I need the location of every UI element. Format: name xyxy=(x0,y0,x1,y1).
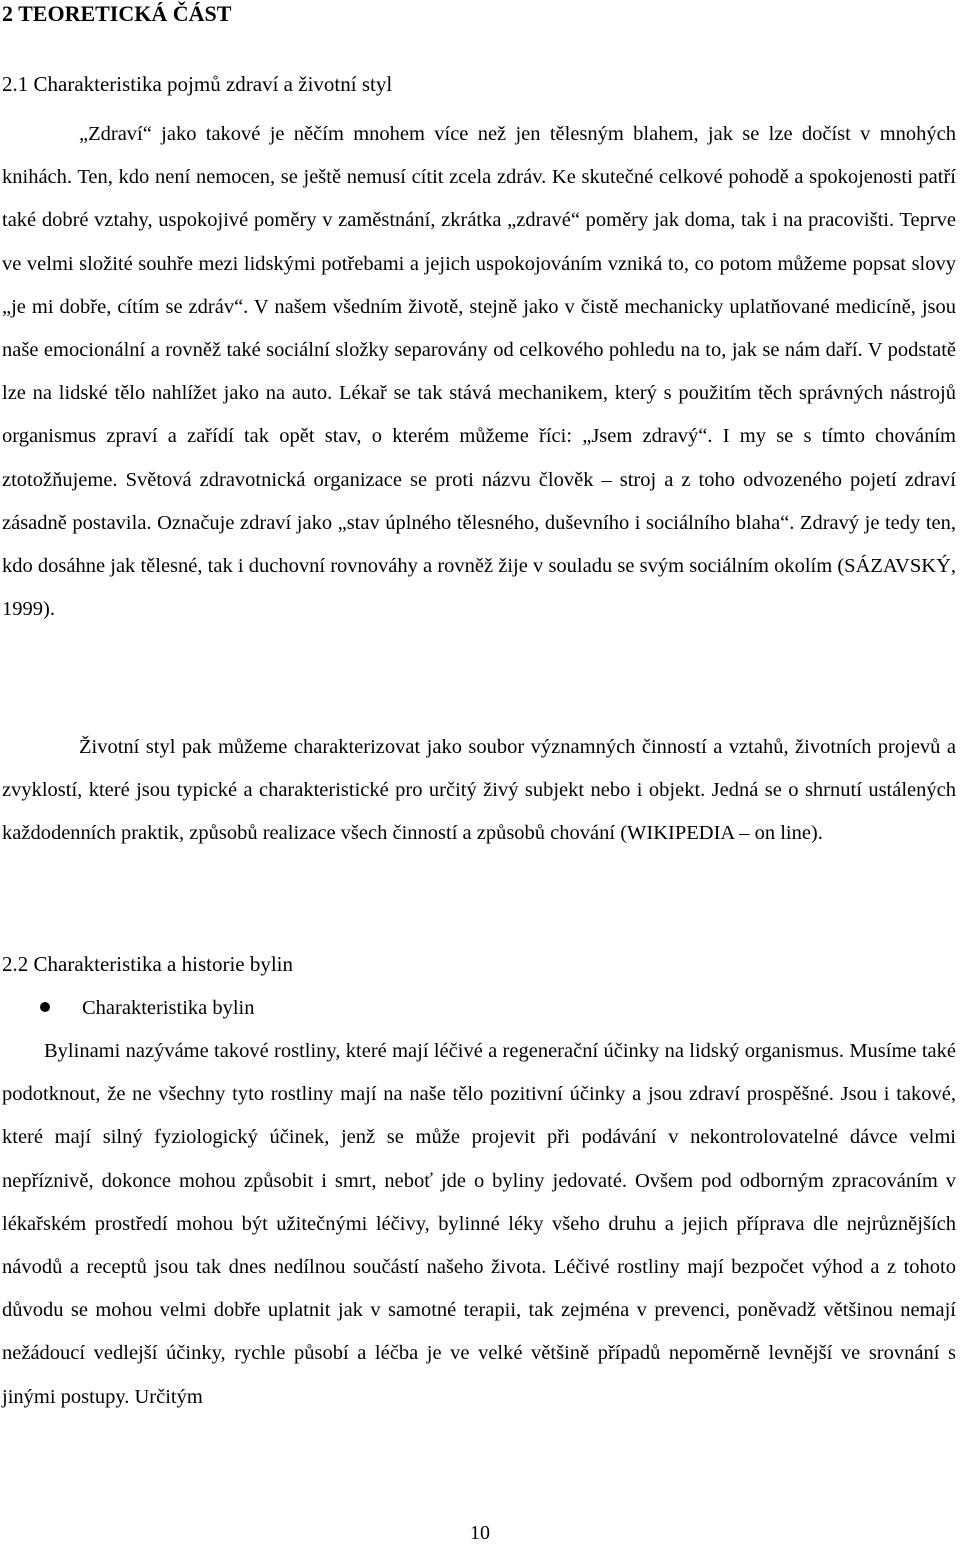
page-number: 10 xyxy=(470,1522,490,1544)
paragraph-health-definition: „Zdraví“ jako takové je něčím mnohem více než jen tělesným blahem, jak se lze dočíst v mnohých knihách. Ten, kdo není nemocen, se ještě nemusí cítit zcela zdráv. Ke skutečné celkové pohodě a spokojenosti patří také dobré vztahy, uspokojivé poměry v zaměstnání, zkrátka „zdravé“ poměry jak doma, tak i na pracovišti. Teprve ve velmi složité souhře mezi lidskými potřebami a jejich uspokojováním vzniká to, co potom můžeme popsat slovy „je mi dobře, cítím se zdráv“. V našem všedním životě, stejně jako v čistě mechanicky uplatňované medicíně, jsou naše emocionální a rovněž také sociální složky separovány od celkového pohledu na to, jak se nám daří. V podstatě lze na lidské tělo nahlížet jako na auto. Lékař se tak stává mechanikem, který s použitím těch správných nástrojů organismus zpraví a zařídí tak opět stav, o kterém můžeme říci: „Jsem zdravý“. I my se s tímto chováním ztotožňujeme. Světová zdravotnická organizace se proti názvu člověk – stroj a z toho odvozeného pojetí zdraví zásadně postavila. Označuje zdraví jako „stav úplného tělesného, duševního i sociálního blaha“. Zdravý je tedy ten, kdo dosáhne jak tělesné, tak i duchovní rovnováhy a rovněž žije v souladu se svým sociálním okolím (SÁZAVSKÝ, 1999). xyxy=(2,123,956,621)
bullet-icon xyxy=(40,1002,50,1012)
section-heading-2-1: 2.1 Charakteristika pojmů zdraví a životní styl xyxy=(2,72,393,96)
bullet-label: Charakteristika bylin xyxy=(82,997,255,1019)
bullet-list-item xyxy=(40,994,255,1022)
section-heading-2-2: 2.2 Charakteristika a historie bylin xyxy=(2,952,294,976)
paragraph-lifestyle: Životní styl pak můžeme charakterizovat jako soubor významných činností a vztahů, životních projevů a zvyklostí, které jsou typické a charakteristické pro určitý živý subjekt nebo i objekt. Jedná se o shrnutí ustálených každodenních praktik, způsobů realizace všech činností a způsobů chování (WIKIPEDIA – on line). xyxy=(2,736,956,845)
chapter-title: 2 TEORETICKÁ ČÁST xyxy=(2,1,232,26)
paragraph-herbs-characteristics: Bylinami nazýváme takové rostliny, které mají léčivé a regenerační účinky na lidský organismus. Musíme také podotknout, že ne všechny tyto rostliny mají na naše tělo pozitivní účinky a jsou zdraví prospěšné. Jsou i takové, které mají silný fyziologický účinek, jenž se může projevit při podávání v nekontrolovatelné dávce velmi nepříznivě, dokonce mohou způsobit i smrt, neboť jde o byliny jedovaté. Ovšem pod odborným zpracováním v lékařském prostředí mohou být užitečnými léčivy, bylinné léky všeho druhu a jejich příprava dle nejrůznějších návodů a receptů jsou tak dnes nedílnou součástí našeho života. Léčivé rostliny mají bezpočet výhod a z tohoto důvodu se mohou velmi dobře uplatnit jak v samotné terapii, tak zejména v prevenci, poněvadž většinou nemají nežádoucí vedlejší účinky, rychle působí a léčba je ve velké většině případů nepoměrně levnější ve srovnání s jinými postupy. Určitým xyxy=(2,1040,956,1408)
